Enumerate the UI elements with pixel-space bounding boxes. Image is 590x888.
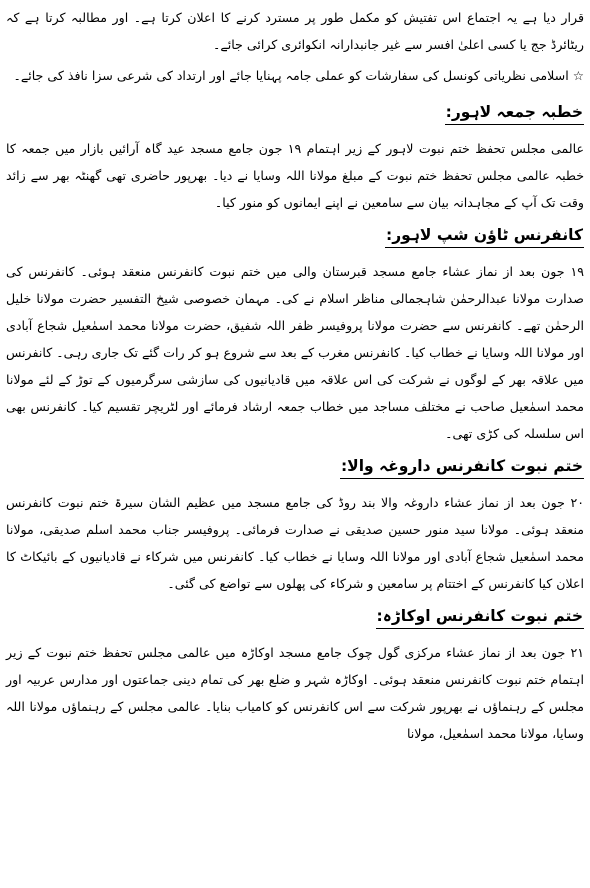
section-body-okara-conference: ۲۱ جون بعد از نماز عشاء مرکزی گول چوک جامع مسجد اوکاڑہ میں عالمی مجلس تحفظ ختم نبوت کے زیر اہتمام ختم نبوت کانفرنس منعقد ہوئی۔ اوکاڑہ شہر و ضلع بھر کی تمام دینی جماعتوں اور مدارس عربیہ اور مجلس کے رہنماؤں نے بھرپور شرکت سے اس کانفرنس کو کامیاب بنایا۔ عالمی مجلس کے رہنماؤں مولانا اللہ وسایا، مولانا محمد اسمٰعیل، مولانا [6,645,584,741]
section-body-daroghawala-conference: ۲۰ جون بعد از نماز عشاء داروغہ والا بند روڈ کی جامع مسجد میں عظیم الشان سیرۃ ختم نبوت کانفرنس منعقد ہوئی۔ مولانا سید منور حسین صدیقی نے صدارت فرمائی۔ پروفیسر جناب محمد اسلم صدیقی، مولانا محمد اسمٰعیل شجاع آبادی اور مولانا اللہ وسایا نے خطاب کیا۔ کانفرنس میں شرکاء نے قادیانیوں کے بائیکاٹ کا اعلان کیا کانفرنس کے اختتام پر سامعین و شرکاء کی پھلوں سے تواضع کی گئی۔ [6,495,584,591]
intro-bullet-point: ☆ اسلامی نظریاتی کونسل کی سفارشات کو عملی جامہ پہنایا جائے اور ارتداد کی شرعی سزا نافذ کی جائے۔ [13,68,584,83]
section-body-lahore-sermon: عالمی مجلس تحفظ ختم نبوت لاہور کے زیر اہتمام ۱۹ جون جامع مسجد عید گاہ آرائیں بازار میں جمعہ کا خطبہ عالمی مجلس تحفظ ختم نبوت کے مبلغ مولانا اللہ وسایا نے دیا۔ بھرپور حاضری تھی گھنٹہ بھر سے زائد وقت تک آپ کے مجاہدانہ بیان سے سامعین نے اپنے ایمانوں کو منور کیا۔ [6,141,584,210]
section-heading-row [6,605,584,633]
section-body-township-conference: ۱۹ جون بعد از نماز عشاء جامع مسجد قبرستان والی میں ختم نبوت کانفرنس منعقد ہوئی۔ کانفرنس کی صدارت مولانا عبدالرحمٰن شاہجمالی مناظر اسلام نے کی۔ مہمان خصوصی شیخ التفسیر حضرت مولانا خلیل الرحمٰن تھے۔ کانفرنس سے حضرت مولانا پروفیسر ظفر اللہ شفیق، حضرت مولانا محمد اسمٰعیل شجاع آبادی اور مولانا اللہ وسایا نے خطاب کیا۔ کانفرنس مغرب کے بعد سے شروع ہو کر رات گئے تک جاری رہی۔ کانفرنس میں علاقہ بھر کے لوگوں نے شرکت کی اس علاقہ میں قادیانیوں کی سازشی سرگرمیوں کے توڑ کے لئے مولانا محمد اسمٰعیل صاحب نے مختلف مساجد میں خطاب جمعہ ارشاد فرمائے اور لٹریچر تقسیم کیا۔ کانفرنس بھی اس سلسلہ کی کڑی تھی۔ [6,264,584,441]
section-heading-row [6,101,584,129]
section-heading-row [6,224,584,252]
section-heading-okara-conference: ختم نبوت کانفرنس اوکاڑہ: [376,605,584,629]
section-heading-daroghawala-conference: ختم نبوت کانفرنس داروغہ والا: [340,455,584,479]
section-heading-row [6,455,584,483]
section-heading-lahore-sermon: خطبہ جمعہ لاہور: [445,101,584,125]
intro-paragraph: قرار دیا ہے یہ اجتماع اس تفتیش کو مکمل طور پر مسترد کرنے کا اعلان کرتا ہے۔ اور مطالبہ کرتا ہے کہ ریٹائرڈ جج یا کسی اعلیٰ افسر سے غیر جانبدارانہ انکوائری کرائی جائے۔ [6,10,584,52]
section-heading-township-conference: کانفرنس ٹاؤن شپ لاہور: [385,224,584,248]
